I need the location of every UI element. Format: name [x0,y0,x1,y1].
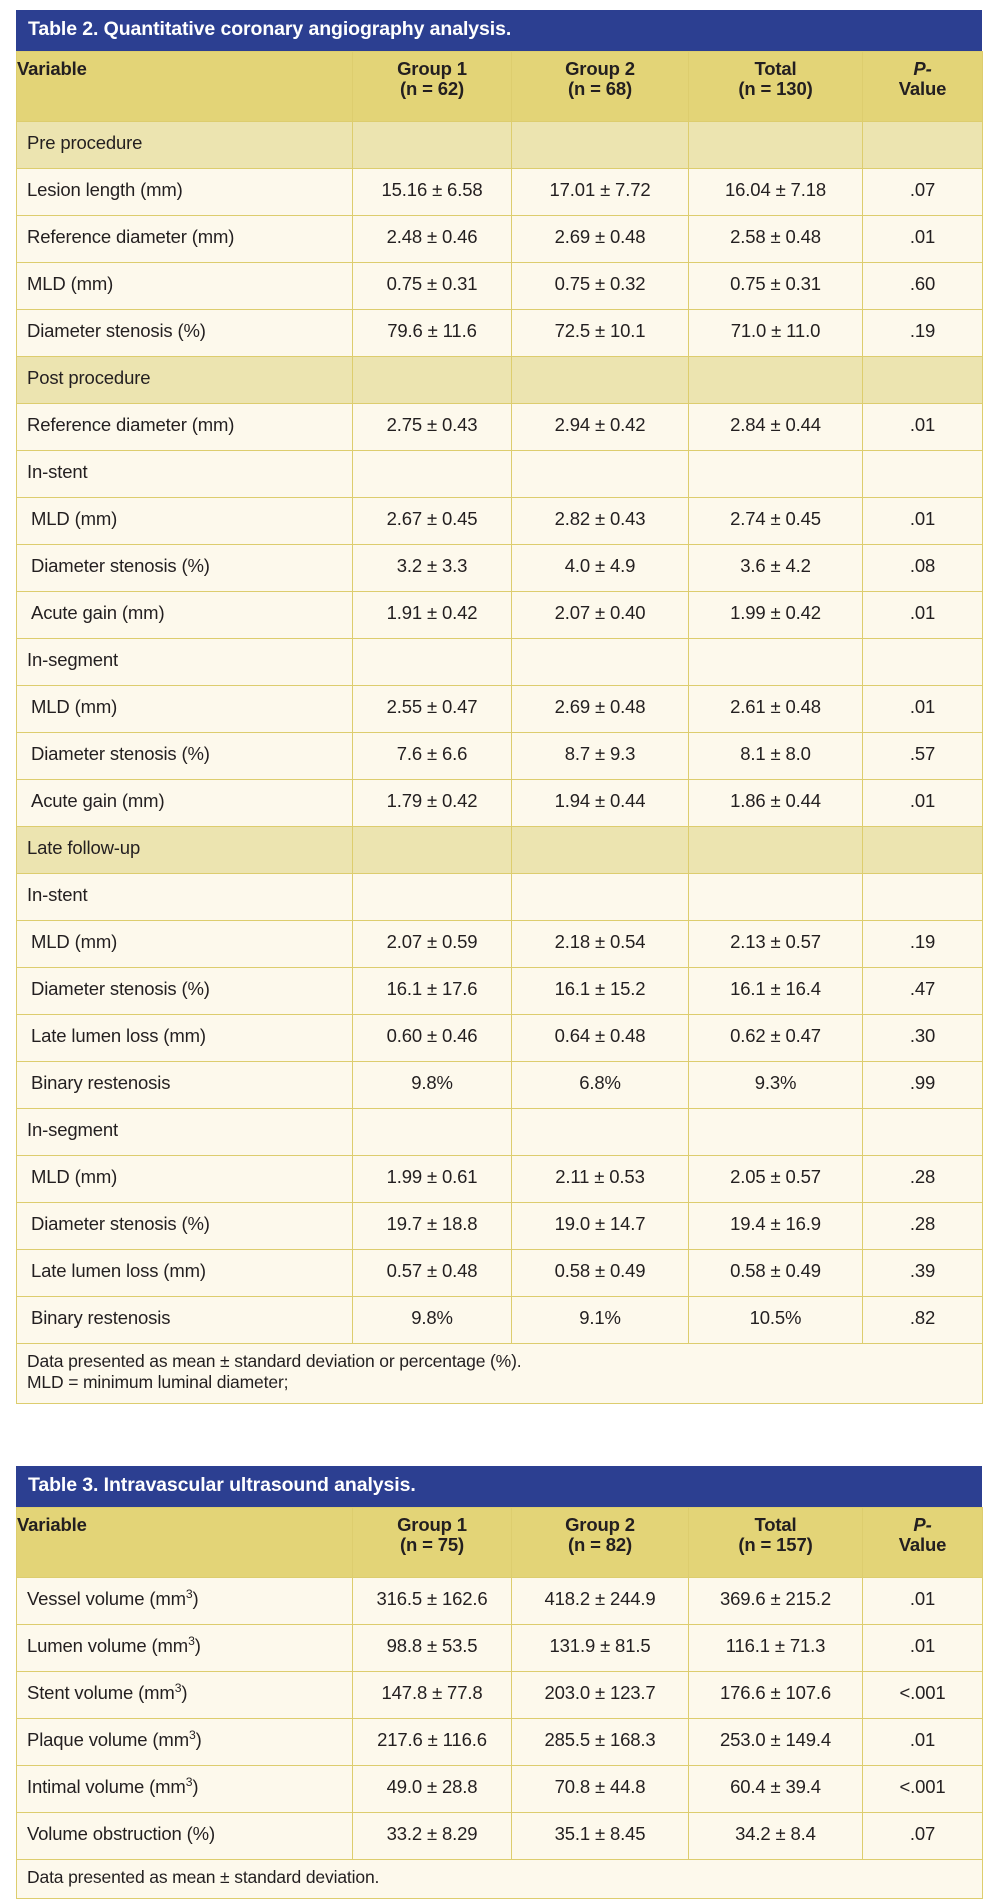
row-value-cell: 35.1 ± 8.45 [512,1812,689,1859]
row-value-cell: 1.79 ± 0.42 [353,779,512,826]
row-value-cell: .01 [863,1577,983,1624]
row-variable-label: Stent volume $(mm^3)$ [17,1671,353,1718]
table-row [17,1765,983,1812]
row-value-cell: 0.75 ± 0.31 [353,262,512,309]
row-variable-label: MLD (mm) [17,685,353,732]
row-value-cell: 217.6 ± 116.6 [353,1718,512,1765]
col-sublabel: (n = 62) [399,78,465,100]
row-value-cell: 2.84 ± 0.44 [689,403,863,450]
row-variable-label: Lumen volume $(mm^3)$ [17,1624,353,1671]
row-value-cell: 253.0 ± 149.4 [689,1718,863,1765]
table-3-caption: Table 3. Intravascular ultrasound analysis. [16,1466,982,1507]
row-variable-label: Pre procedure [17,121,353,168]
col-label: Group 1 [397,57,467,79]
row-value-cell: 0.75 ± 0.32 [512,262,689,309]
row-value-cell: 2.48 ± 0.46 [353,215,512,262]
row-value-cell: .08 [863,544,983,591]
row-value-cell: 8.1 ± 8.0 [689,732,863,779]
row-value-cell: 16.04 ± 7.18 [689,168,863,215]
table-subsection-header-row [17,450,983,497]
row-value-cell: 2.13 ± 0.57 [689,920,863,967]
row-value-cell: .99 [863,1061,983,1108]
row-value-cell: 9.3% [689,1061,863,1108]
table-subsection-header-row [17,873,983,920]
row-value-cell: 0.60 ± 0.46 [353,1014,512,1061]
footnote-line: Data presented as mean ± standard deviation or percentage (%). [27,1350,522,1371]
row-value-cell [512,450,689,497]
row-value-cell: .19 [863,309,983,356]
row-value-cell: 17.01 ± 7.72 [512,168,689,215]
row-value-cell: 98.8 ± 53.5 [353,1624,512,1671]
row-value-cell: .60 [863,262,983,309]
row-value-cell: 8.7 ± 9.3 [512,732,689,779]
table-2-block [16,10,982,1404]
table-row [17,1296,983,1343]
row-value-cell: 203.0 ± 123.7 [512,1671,689,1718]
footnote-line: Data presented as mean ± standard deviation. [27,1866,380,1887]
row-value-cell [512,356,689,403]
row-value-cell: .07 [863,1812,983,1859]
table-2-footnote [17,1343,983,1404]
row-value-cell [353,1108,512,1155]
row-value-cell: .01 [863,1624,983,1671]
row-value-cell: .19 [863,920,983,967]
row-value-cell: 19.7 ± 18.8 [353,1202,512,1249]
superscript: 3 [188,1728,196,1743]
table-row [17,1202,983,1249]
superscript: 3 [174,1681,182,1696]
row-value-cell: 79.6 ± 11.6 [353,309,512,356]
row-value-cell: 49.0 ± 28.8 [353,1765,512,1812]
row-variable-label: Diameter stenosis (%) [17,544,353,591]
row-value-cell: 1.99 ± 0.42 [689,591,863,638]
table-3 [16,1507,983,1899]
row-value-cell: <.001 [863,1765,983,1812]
table-subsection-header-row [17,638,983,685]
row-value-cell [353,356,512,403]
row-variable-label: Acute gain (mm) [17,779,353,826]
col-sublabel: (n = 75) [399,1534,465,1556]
row-variable-label: Late lumen loss (mm) [17,1249,353,1296]
row-value-cell: 33.2 ± 8.29 [353,1812,512,1859]
row-value-cell: 4.0 ± 4.9 [512,544,689,591]
row-variable-label: Intimal volume $(mm^3)$ [17,1765,353,1812]
row-variable-label: Binary restenosis [17,1296,353,1343]
row-value-cell [353,873,512,920]
row-value-cell: 9.8% [353,1061,512,1108]
row-value-cell [353,826,512,873]
row-value-cell: .07 [863,168,983,215]
table-2-header-row [17,51,983,121]
row-value-cell [512,121,689,168]
row-variable-label: Late lumen loss (mm) [17,1014,353,1061]
col-label: Variable [17,57,87,79]
row-variable-label: Reference diameter (mm) [17,403,353,450]
table-row [17,591,983,638]
row-value-cell: 6.8% [512,1061,689,1108]
row-value-cell: .47 [863,967,983,1014]
row-value-cell: 316.5 ± 162.6 [353,1577,512,1624]
row-variable-label: MLD (mm) [17,262,353,309]
table-row [17,1155,983,1202]
row-value-cell [863,356,983,403]
row-value-cell: 1.91 ± 0.42 [353,591,512,638]
row-value-cell: 3.6 ± 4.2 [689,544,863,591]
row-value-cell: 285.5 ± 168.3 [512,1718,689,1765]
row-variable-label: MLD (mm) [17,497,353,544]
row-value-cell: 147.8 ± 77.8 [353,1671,512,1718]
table-2-col-total [689,51,863,121]
table-2-col-variable [17,51,353,121]
table-3-col-group2 [512,1507,689,1577]
col-label: Variable [17,1513,87,1535]
row-value-cell: 2.69 ± 0.48 [512,215,689,262]
row-value-cell: 2.55 ± 0.47 [353,685,512,732]
table-subsection-header-row [17,1108,983,1155]
row-value-cell: 131.9 ± 81.5 [512,1624,689,1671]
row-value-cell [689,1108,863,1155]
table-row [17,920,983,967]
table-3-col-total [689,1507,863,1577]
col-sublabel: Value [898,1534,947,1556]
table-2-body [17,121,983,1343]
row-value-cell: 2.74 ± 0.45 [689,497,863,544]
row-value-cell [689,450,863,497]
row-value-cell: 0.58 ± 0.49 [512,1249,689,1296]
row-value-cell: 16.1 ± 17.6 [353,967,512,1014]
table-row [17,967,983,1014]
row-value-cell: 0.64 ± 0.48 [512,1014,689,1061]
row-value-cell [512,873,689,920]
table-row [17,732,983,779]
col-sublabel: (n = 68) [567,78,633,100]
col-label: P- [913,57,932,79]
row-value-cell: 71.0 ± 11.0 [689,309,863,356]
col-label: Total [754,57,797,79]
row-value-cell: 19.4 ± 16.9 [689,1202,863,1249]
col-sublabel: (n = 130) [738,78,813,100]
row-variable-label: MLD (mm) [17,1155,353,1202]
row-value-cell [512,638,689,685]
table-row [17,403,983,450]
table-3-col-pvalue [863,1507,983,1577]
superscript: 3 [185,1587,193,1602]
row-value-cell: 2.58 ± 0.48 [689,215,863,262]
row-value-cell: 1.99 ± 0.61 [353,1155,512,1202]
table-3-block [16,1466,982,1898]
row-value-cell: .01 [863,685,983,732]
row-value-cell: 10.5% [689,1296,863,1343]
row-value-cell: <.001 [863,1671,983,1718]
table-2-col-group1 [353,51,512,121]
row-variable-label: Plaque volume $(mm^3)$ [17,1718,353,1765]
row-value-cell: 2.07 ± 0.59 [353,920,512,967]
row-value-cell: 2.75 ± 0.43 [353,403,512,450]
row-value-cell [512,826,689,873]
table-2 [16,51,983,1405]
row-value-cell [863,873,983,920]
row-value-cell: .30 [863,1014,983,1061]
row-value-cell [353,450,512,497]
row-value-cell: 2.11 ± 0.53 [512,1155,689,1202]
row-value-cell: .82 [863,1296,983,1343]
row-value-cell [689,356,863,403]
table-row [17,544,983,591]
row-value-cell: 369.6 ± 215.2 [689,1577,863,1624]
table-3-footnote [17,1859,983,1898]
row-variable-label: Diameter stenosis (%) [17,1202,353,1249]
row-variable-label: Post procedure [17,356,353,403]
row-value-cell: 3.2 ± 3.3 [353,544,512,591]
table-row [17,1014,983,1061]
row-value-cell: 2.18 ± 0.54 [512,920,689,967]
row-value-cell [863,121,983,168]
table-3-col-variable [17,1507,353,1577]
row-value-cell [863,638,983,685]
row-value-cell: 2.69 ± 0.48 [512,685,689,732]
row-value-cell: .01 [863,591,983,638]
row-value-cell: 70.8 ± 44.8 [512,1765,689,1812]
table-row [17,1249,983,1296]
row-value-cell: 2.82 ± 0.43 [512,497,689,544]
row-variable-label: Late follow-up [17,826,353,873]
row-variable-label: Diameter stenosis (%) [17,732,353,779]
table-row [17,168,983,215]
row-value-cell [689,873,863,920]
col-sublabel: Value [898,78,947,100]
table-row [17,1671,983,1718]
row-value-cell: 176.6 ± 107.6 [689,1671,863,1718]
col-label: Group 1 [397,1513,467,1535]
footnote-line: MLD = minimum luminal diameter; [27,1372,289,1393]
row-variable-label: Diameter stenosis (%) [17,309,353,356]
table-row [17,1812,983,1859]
row-variable-label: Volume obstruction (%) [17,1812,353,1859]
table-row [17,1718,983,1765]
table-2-col-pvalue [863,51,983,121]
row-variable-label: In-segment [17,1108,353,1155]
row-value-cell: 2.94 ± 0.42 [512,403,689,450]
row-value-cell: 60.4 ± 39.4 [689,1765,863,1812]
row-value-cell [689,826,863,873]
row-value-cell: 0.58 ± 0.49 [689,1249,863,1296]
row-value-cell: 34.2 ± 8.4 [689,1812,863,1859]
row-value-cell: 9.1% [512,1296,689,1343]
row-value-cell: 72.5 ± 10.1 [512,309,689,356]
col-label: Group 2 [565,1513,635,1535]
row-value-cell: 0.62 ± 0.47 [689,1014,863,1061]
row-value-cell: 16.1 ± 15.2 [512,967,689,1014]
row-value-cell: 2.07 ± 0.40 [512,591,689,638]
row-value-cell [863,450,983,497]
table-2-footnote-row [17,1343,983,1404]
row-value-cell: .01 [863,779,983,826]
row-value-cell: .01 [863,215,983,262]
row-value-cell: 2.05 ± 0.57 [689,1155,863,1202]
table-2-col-group2 [512,51,689,121]
row-value-cell: 16.1 ± 16.4 [689,967,863,1014]
row-value-cell: 7.6 ± 6.6 [353,732,512,779]
table-3-col-group1 [353,1507,512,1577]
row-value-cell: .01 [863,1718,983,1765]
row-variable-label: Diameter stenosis (%) [17,967,353,1014]
row-value-cell: 2.61 ± 0.48 [689,685,863,732]
row-variable-label: Reference diameter (mm) [17,215,353,262]
row-value-cell [353,638,512,685]
row-value-cell [512,1108,689,1155]
row-value-cell: 418.2 ± 244.9 [512,1577,689,1624]
row-value-cell: .01 [863,497,983,544]
table-row [17,1577,983,1624]
row-variable-label: In-stent [17,450,353,497]
table-row [17,497,983,544]
col-sublabel: (n = 157) [738,1534,813,1556]
table-3-footnote-row [17,1859,983,1898]
row-variable-label: Lesion length (mm) [17,168,353,215]
row-value-cell: 9.8% [353,1296,512,1343]
table-3-header-row [17,1507,983,1577]
superscript: 3 [185,1775,193,1790]
row-value-cell [863,1108,983,1155]
row-value-cell: 1.86 ± 0.44 [689,779,863,826]
row-value-cell: 116.1 ± 71.3 [689,1624,863,1671]
row-value-cell [863,826,983,873]
row-value-cell: .01 [863,403,983,450]
row-variable-label: Binary restenosis [17,1061,353,1108]
row-value-cell [689,121,863,168]
col-label: Group 2 [565,57,635,79]
table-section-header-row [17,356,983,403]
row-value-cell: .28 [863,1202,983,1249]
table-gap [16,1404,982,1466]
row-variable-label: Vessel volume $(mm^3)$ [17,1577,353,1624]
row-value-cell [689,638,863,685]
table-2-caption: Table 2. Quantitative coronary angiography analysis. [16,10,982,51]
table-row [17,215,983,262]
row-variable-label: MLD (mm) [17,920,353,967]
table-row [17,309,983,356]
row-value-cell: .39 [863,1249,983,1296]
row-variable-label: In-segment [17,638,353,685]
table-row [17,779,983,826]
row-value-cell [353,121,512,168]
table-row [17,1624,983,1671]
row-value-cell: .28 [863,1155,983,1202]
row-variable-label: Acute gain (mm) [17,591,353,638]
row-variable-label: In-stent [17,873,353,920]
row-value-cell: .57 [863,732,983,779]
table-section-header-row [17,121,983,168]
row-value-cell: 0.75 ± 0.31 [689,262,863,309]
superscript: 3 [188,1634,195,1649]
row-value-cell: 19.0 ± 14.7 [512,1202,689,1249]
row-value-cell: 1.94 ± 0.44 [512,779,689,826]
table-3-body [17,1577,983,1859]
table-row [17,685,983,732]
table-section-header-row [17,826,983,873]
row-value-cell: 15.16 ± 6.58 [353,168,512,215]
col-sublabel: (n = 82) [567,1534,633,1556]
col-label: P- [913,1513,932,1535]
table-row [17,1061,983,1108]
row-value-cell: 2.67 ± 0.45 [353,497,512,544]
row-value-cell: 0.57 ± 0.48 [353,1249,512,1296]
table-row [17,262,983,309]
col-label: Total [754,1513,797,1535]
